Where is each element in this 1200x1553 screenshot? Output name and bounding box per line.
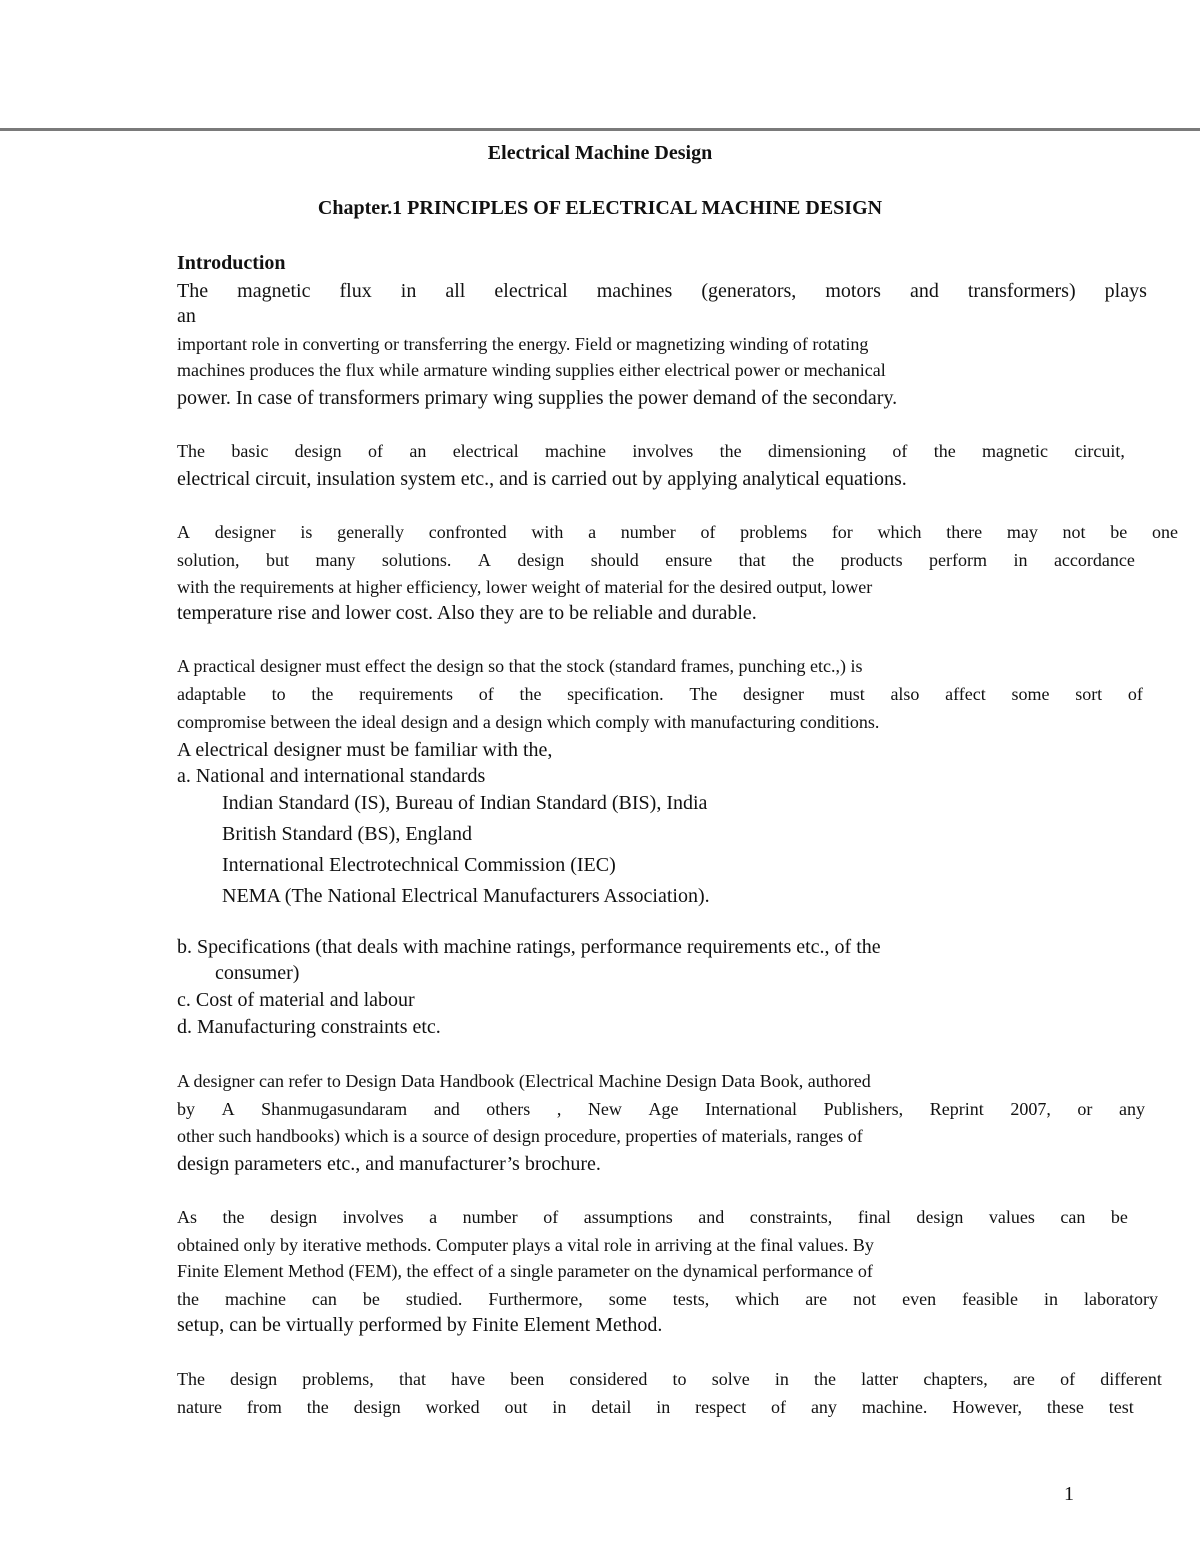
- word: Age: [648, 1099, 679, 1119]
- word: sort: [1075, 684, 1103, 704]
- word: the: [306, 1397, 329, 1417]
- word: A: [221, 1099, 235, 1119]
- word: designer: [743, 684, 805, 704]
- word: and: [433, 1099, 460, 1119]
- word: not: [853, 1289, 877, 1309]
- word: but: [265, 550, 289, 570]
- word: a: [588, 522, 597, 542]
- text-line: [177, 1398, 1134, 1416]
- word: chapters,: [923, 1369, 988, 1389]
- word: that: [398, 1369, 426, 1389]
- word: in: [1013, 550, 1028, 570]
- word: electrical: [494, 280, 568, 302]
- word: magnetic: [982, 441, 1049, 461]
- text-line: machines produces the flux while armature winding supplies either electrical power or mechanical: [177, 360, 886, 380]
- word: The: [177, 441, 205, 461]
- word: be: [362, 1289, 380, 1309]
- word: plays: [1104, 280, 1147, 302]
- text-line: with the requirements at higher efficiency, lower weight of material for the desired output, lower: [177, 577, 873, 597]
- document-title: Electrical Machine Design: [487, 142, 713, 164]
- word: final: [857, 1207, 891, 1227]
- word: the: [719, 441, 742, 461]
- word: may: [1006, 522, 1038, 542]
- text-line: British Standard (BS), England: [222, 823, 472, 845]
- word: problems: [740, 522, 808, 542]
- word: specification.: [567, 684, 664, 704]
- word: values: [988, 1207, 1035, 1227]
- word: many: [315, 550, 356, 570]
- text-line: temperature rise and lower cost. Also they are to be reliable and durable.: [177, 602, 757, 624]
- word: an: [409, 441, 427, 461]
- word: the: [519, 684, 542, 704]
- word: should: [590, 550, 639, 570]
- word: in: [400, 280, 417, 302]
- word: in: [656, 1397, 671, 1417]
- word: from: [246, 1397, 282, 1417]
- word: (generators,: [701, 280, 797, 302]
- word: of: [771, 1397, 787, 1417]
- text-line: setup, can be virtually performed by Finite Element Method.: [177, 1314, 663, 1336]
- word: any: [1118, 1099, 1145, 1119]
- word: even: [902, 1289, 937, 1309]
- word: assumptions: [583, 1207, 673, 1227]
- word: studied.: [405, 1289, 463, 1309]
- word: transformers): [967, 280, 1076, 302]
- word: which: [877, 522, 922, 542]
- word: test: [1108, 1397, 1134, 1417]
- word: be: [1110, 1207, 1128, 1227]
- word: design: [353, 1397, 401, 1417]
- text-line: obtained only by iterative methods. Computer plays a vital role in arriving at the final values. By: [177, 1235, 874, 1255]
- word: the: [222, 1207, 245, 1227]
- text-line: [177, 523, 1178, 541]
- word: latter: [861, 1369, 899, 1389]
- word: ,: [556, 1099, 562, 1119]
- word: nature: [177, 1397, 222, 1417]
- text-line: other such handbooks) which is a source of design procedure, properties of materials, ranges of: [177, 1126, 863, 1146]
- word: or: [1077, 1099, 1093, 1119]
- word: which: [735, 1289, 780, 1309]
- word: solutions.: [381, 550, 452, 570]
- word: problems,: [302, 1369, 374, 1389]
- word: some: [1011, 684, 1050, 704]
- word: feasible: [962, 1289, 1019, 1309]
- word: some: [608, 1289, 647, 1309]
- text-line: power. In case of transformers primary wing supplies the power demand of the secondary.: [177, 387, 898, 409]
- word: these: [1046, 1397, 1084, 1417]
- word: tests,: [672, 1289, 710, 1309]
- text-line: [177, 551, 1135, 569]
- word: The: [177, 1369, 205, 1389]
- word: considered: [569, 1369, 648, 1389]
- text-line: A electrical designer must be familiar with the,: [177, 739, 553, 761]
- word: the: [792, 550, 815, 570]
- text-line: [177, 442, 1125, 460]
- text-line: A designer can refer to Design Data Handbook (Electrical Machine Design Data Book, authored: [177, 1071, 871, 1091]
- word: of: [1127, 684, 1143, 704]
- word: Shanmugasundaram: [261, 1099, 408, 1119]
- word: motors: [825, 280, 881, 302]
- word: is: [300, 522, 313, 542]
- word: 2007,: [1010, 1099, 1051, 1119]
- word: for: [831, 522, 853, 542]
- word: solution,: [177, 550, 240, 570]
- text-line: an: [177, 305, 196, 327]
- text-line: [177, 1290, 1158, 1308]
- word: A: [177, 522, 190, 542]
- word: of: [368, 441, 383, 461]
- word: all: [445, 280, 466, 302]
- word: design: [916, 1207, 964, 1227]
- word: machine: [224, 1289, 286, 1309]
- text-line: design parameters etc., and manufacturer’s brochure.: [177, 1153, 601, 1175]
- word: different: [1100, 1369, 1162, 1389]
- word: machines: [596, 280, 673, 302]
- word: can: [311, 1289, 337, 1309]
- word: involves: [342, 1207, 404, 1227]
- word: there: [946, 522, 983, 542]
- text-line: d. Manufacturing constraints etc.: [177, 1016, 441, 1038]
- word: be: [1110, 522, 1128, 542]
- word: flux: [339, 280, 372, 302]
- word: electrical: [452, 441, 519, 461]
- text-line: Finite Element Method (FEM), the effect of a single parameter on the dynamical performance of: [177, 1261, 873, 1281]
- word: the: [933, 441, 956, 461]
- word: However,: [952, 1397, 1022, 1417]
- word: in: [552, 1397, 567, 1417]
- text-line: electrical circuit, insulation system etc., and is carried out by applying analytical equations.: [177, 468, 907, 490]
- word: circuit,: [1074, 441, 1125, 461]
- word: of: [478, 684, 494, 704]
- word: with: [531, 522, 564, 542]
- word: designer: [214, 522, 276, 542]
- word: adaptable: [177, 684, 246, 704]
- word: others: [486, 1099, 531, 1119]
- word: laboratory: [1084, 1289, 1158, 1309]
- word: design: [230, 1369, 278, 1389]
- word: are: [1012, 1369, 1035, 1389]
- word: ensure: [665, 550, 713, 570]
- word: been: [510, 1369, 545, 1389]
- word: requirements: [359, 684, 454, 704]
- word: number: [462, 1207, 518, 1227]
- text-line: a. National and international standards: [177, 765, 486, 787]
- word: of: [892, 441, 908, 461]
- text-line: Indian Standard (IS), Bureau of Indian Standard (BIS), India: [222, 792, 708, 814]
- word: in: [1044, 1289, 1059, 1309]
- word: perform: [929, 550, 988, 570]
- word: detail: [591, 1397, 632, 1417]
- word: design: [294, 441, 342, 461]
- word: number: [620, 522, 676, 542]
- header-rule: [0, 128, 1200, 131]
- word: International: [705, 1099, 798, 1119]
- text-line: [177, 1208, 1128, 1226]
- word: also: [890, 684, 920, 704]
- text-line: b. Specifications (that deals with machine ratings, performance requirements etc., of the: [177, 936, 881, 958]
- word: the: [814, 1369, 837, 1389]
- text-line: compromise between the ideal design and a design which comply with manufacturing conditions.: [177, 712, 880, 732]
- word: respect: [695, 1397, 747, 1417]
- text-line: NEMA (The National Electrical Manufacturers Association).: [222, 885, 710, 907]
- word: The: [689, 684, 718, 704]
- word: a: [429, 1207, 438, 1227]
- word: of: [543, 1207, 559, 1227]
- word: magnetic: [237, 280, 311, 302]
- word: have: [451, 1369, 486, 1389]
- word: dimensioning: [768, 441, 866, 461]
- text-line: International Electrotechnical Commission (IEC): [222, 854, 616, 876]
- word: are: [805, 1289, 828, 1309]
- chapter-heading: Chapter.1 PRINCIPLES OF ELECTRICAL MACHINE DESIGN: [317, 197, 883, 219]
- word: design: [517, 550, 565, 570]
- text-line: important role in converting or transferring the energy. Field or magnetizing winding of rotating: [177, 334, 869, 354]
- word: products: [840, 550, 903, 570]
- text-line: [177, 1100, 1145, 1118]
- word: design: [270, 1207, 318, 1227]
- word: and: [698, 1207, 725, 1227]
- word: to: [672, 1369, 687, 1389]
- word: accordance: [1053, 550, 1135, 570]
- word: any: [810, 1397, 837, 1417]
- word: that: [738, 550, 766, 570]
- word: Furthermore,: [488, 1289, 583, 1309]
- text-line: consumer): [215, 962, 300, 984]
- word: As: [177, 1207, 198, 1227]
- word: Publishers,: [823, 1099, 904, 1119]
- text-line: A practical designer must effect the design so that the stock (standard frames, punching etc.,) is: [177, 656, 863, 676]
- word: must: [829, 684, 865, 704]
- word: The: [177, 280, 209, 302]
- word: machine.: [861, 1397, 928, 1417]
- word: by: [177, 1099, 195, 1119]
- word: the: [311, 684, 334, 704]
- word: solve: [711, 1369, 750, 1389]
- word: confronted: [428, 522, 507, 542]
- word: in: [774, 1369, 789, 1389]
- section-heading-introduction: Introduction: [177, 252, 286, 274]
- word: worked: [425, 1397, 480, 1417]
- text-line: c. Cost of material and labour: [177, 989, 415, 1011]
- text-line: [177, 685, 1143, 703]
- word: not: [1062, 522, 1086, 542]
- word: basic: [231, 441, 269, 461]
- word: and: [909, 280, 939, 302]
- page-number: 1: [1064, 1483, 1074, 1505]
- word: affect: [945, 684, 986, 704]
- word: of: [1060, 1369, 1076, 1389]
- word: constraints,: [749, 1207, 833, 1227]
- word: Reprint: [929, 1099, 984, 1119]
- word: machine: [544, 441, 606, 461]
- word: of: [700, 522, 716, 542]
- text-line: [177, 1370, 1162, 1388]
- word: out: [504, 1397, 528, 1417]
- word: involves: [632, 441, 694, 461]
- word: one: [1151, 522, 1178, 542]
- word: can: [1060, 1207, 1086, 1227]
- text-line: [177, 281, 1147, 301]
- word: the: [177, 1289, 199, 1309]
- word: generally: [337, 522, 405, 542]
- word: to: [271, 684, 286, 704]
- word: A: [477, 550, 491, 570]
- word: New: [587, 1099, 622, 1119]
